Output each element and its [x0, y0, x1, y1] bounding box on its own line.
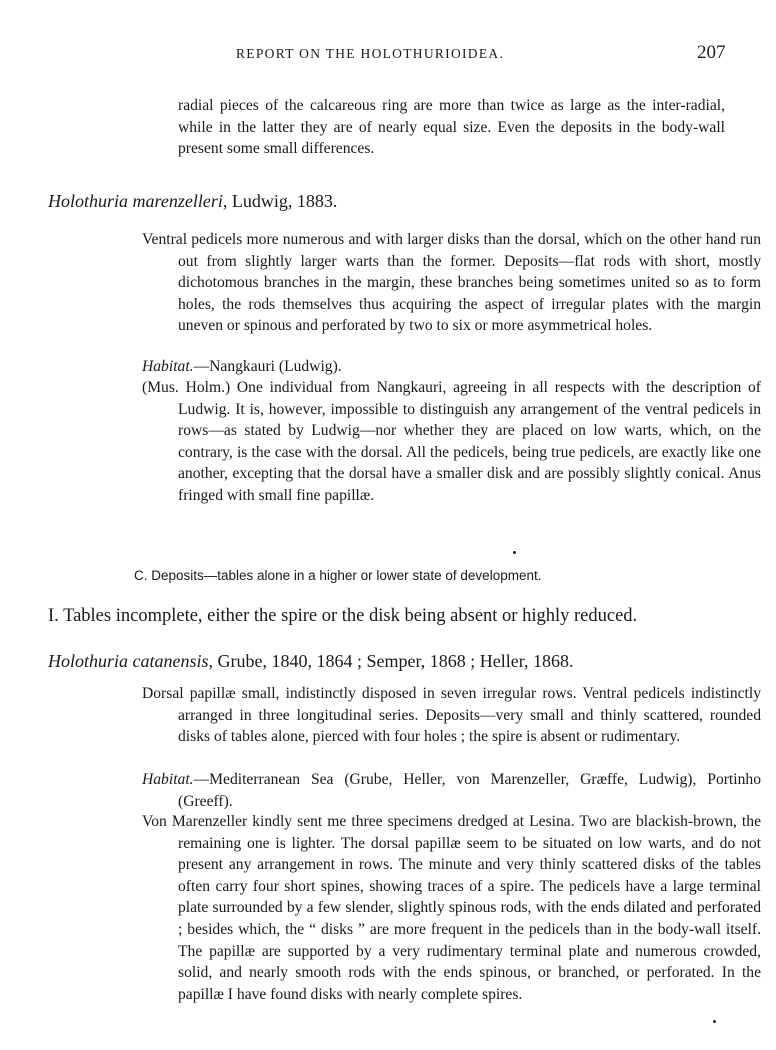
species-name: Holothuria catanensis [48, 651, 209, 671]
species-authority: , Ludwig, 1883. [222, 191, 338, 211]
habitat-label: Habitat. [142, 771, 194, 788]
group-i-heading: I. Tables incomplete, either the spire or the disk being absent or highly reduced. [48, 606, 638, 626]
habitat-label: Habitat. [142, 358, 194, 375]
running-head: REPORT ON THE HOLOTHURIOIDEA. [236, 46, 505, 61]
section-c-heading: C. Deposits—tables alone in a higher or lower state of development. [134, 568, 542, 583]
species-authority: , Grube, 1840, 1864 ; Semper, 1868 ; Heller, 1868. [208, 651, 574, 671]
habitat-text: —Mediterranean Sea (Grube, Heller, von Marenzeller, Græffe, Ludwig), Portinho (Greeff). [178, 771, 761, 810]
marenzelleri-habitat [142, 356, 761, 378]
stray-dot [513, 551, 516, 554]
marenzelleri-remarks: (Mus. Holm.) One individual from Nangkauri, agreeing in all respects with the description of Ludwig. It is, however, impossible to distinguish any arrangement of the ventral pedicels in rows—as stated by Ludwig—nor whether they are placed on low warts, which, on the contrary, is the case with the dorsal. All the pedicels, being true pedicels, are exactly like one another, excepting that the dorsal have a smaller disk and are possibly slightly conical. Anus fringed with small fine papillæ. [142, 379, 761, 504]
catanensis-description: Dorsal papillæ small, indistinctly disposed in seven irregular rows. Ventral pedicels indistinctly arranged in three longitudinal series. Deposits—very small and thinly scattered, rounded disks of tables alone, pierced with four holes ; the spire is absent or rudimentary. [142, 685, 761, 746]
stray-dot [713, 1020, 716, 1023]
catanensis-remarks: Von Marenzeller kindly sent me three specimens dredged at Lesina. Two are blackish-brown, the remaining one is lighter. The dorsal papillæ seem to be situated on low warts, and do not present any arrangement in rows. The minute and very thinly scattered disks of the tables often carry four short spines, showing traces of a spire. The pedicels have a large terminal plate surrounded by a few slender, slightly spinous rods, with the ends dilated and perforated ; besides which, the “ disks ” are more frequent in the pedicels than in the body-wall itself. The papillæ are supported by a very rudimentary terminal plate and numerous crowded, solid, and nearly smooth rods with the ends spinous, or branched, or perforated. In the papillæ I have found disks with nearly complete spires. [142, 813, 761, 1003]
page-number: 207 [697, 42, 726, 63]
species-heading-catanensis [48, 650, 574, 672]
intro-paragraph: radial pieces of the calcareous ring are more than twice as large as the inter-radial, while in the latter they are of nearly equal size. Even the deposits in the body-wall present some small differences. [178, 97, 725, 158]
catanensis-habitat [142, 769, 761, 812]
marenzelleri-description: Ventral pedicels more numerous and with larger disks than the dorsal, which on the other hand run out from slightly larger warts than the former. Deposits—flat rods with short, mostly dichotomous branches in the margin, these branches being sometimes united so as to form holes, the rods themselves thus acquiring the aspect of irregular plates with the margin uneven or spinous and perforated by two to six or more asymmetrical holes. [142, 231, 761, 335]
species-heading-marenzelleri [48, 190, 337, 212]
species-name: Holothuria marenzelleri [48, 191, 223, 211]
habitat-text: —Nangkauri (Ludwig). [193, 358, 342, 375]
